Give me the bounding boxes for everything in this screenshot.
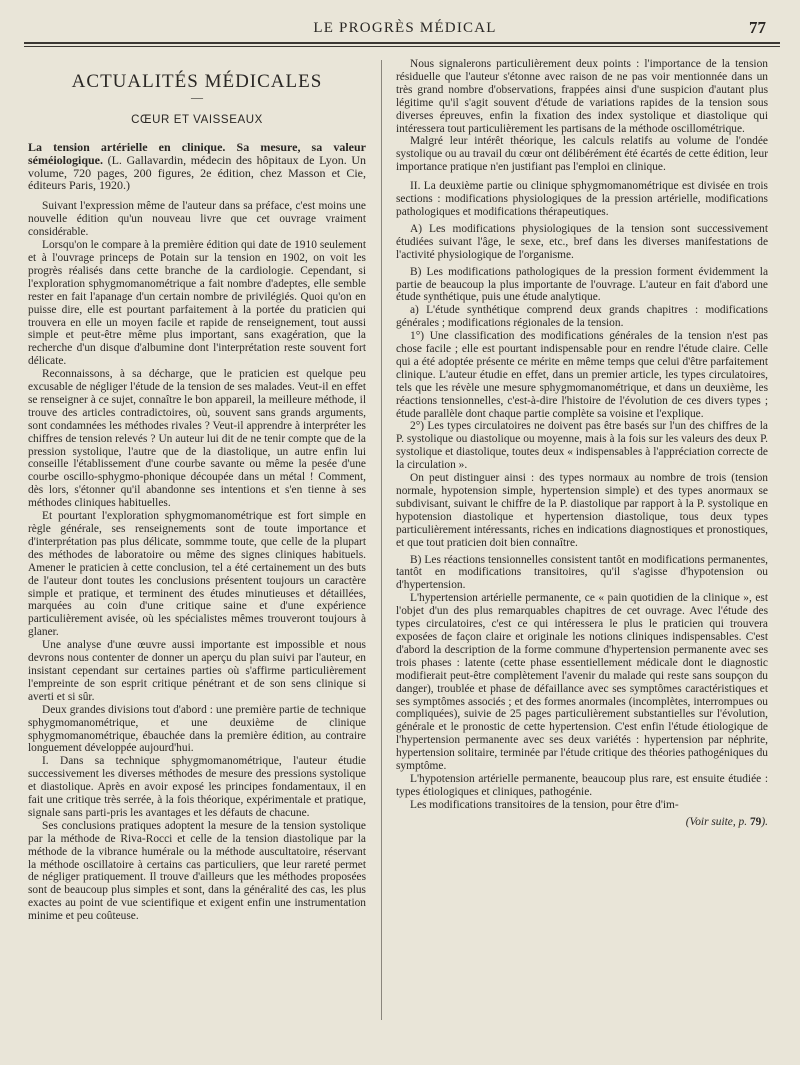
paragraph: Lorsqu'on le compare à la première édition qui date de 1910 seulement et à l'ouvrage princeps de Potain sur la tension en 1902, on voit les progrès réalisés dans cette branche de la cardiologie. Cependant, si l'exploration sphygmomanométrique a fait nombre d'adeptes, elle semble rester en fait l'apanage d'un certain nombre de privilégiés. Quoi qu'on en puisse dire, elle est pourtant parfaitement à la portée du praticien qui trouvera en elle un moyen facile et rapide de renseignement, tout aussi simple et peut-être même plus important, sans exagération, que la recherche d'un disque d'albumine dont l'interprétation reste souvent fort délicate. — [28, 239, 366, 368]
paragraph: Ses conclusions pratiques adoptent la mesure de la tension systolique par la méthode de Riva-Rocci et celle de la tension diastolique par la méthode de la vibrance humérale ou la méthode auscultatoire, réservant la méthode oscillatoire à certains cas particuliers, que leur rareté permet de négliger pratiquement. Il trouve d'ailleurs que les méthodes proposées sont de beaucoup plus simples et sont, dans la généralité des cas, les plus exactes au point de vue scientifique et exigent enfin une instrumentation minime et peu coûteuse. — [28, 819, 366, 923]
subsection-title: CŒUR ET VAISSEAUX — [131, 113, 263, 126]
paragraph: 1°) Une classification des modifications générales de la tension n'est pas chose facile ; elle est pourtant indispensable pour en rendre l'étude claire. Celle qui a été adoptée présente ce mérite en même temps que celui d'être parfaitement clinique. L'auteur étudie en effet, dans un premier article, les types circulatoires, tels que les révèle une mesure sphygmomanométrique, et dans un deuxième, les réactions tensionnelles, c'est-à-dire l'histoire de l'évolution de ces divers types ; étude parallèle dont chaque partie complète sa voisine et l'explique. — [396, 330, 768, 420]
paragraph: A) Les modifications physiologiques de la tension sont successivement étudiées suivant l'âge, le sexe, etc., bref dans les diverses manifestations de l'activité physiologique de l'organisme. — [396, 222, 768, 261]
paragraph: B) Les réactions tensionnelles consistent tantôt en modifications permanentes, tantôt en modifications transitoires, qu'il s'agisse d'hypotension ou d'hypertension. — [396, 553, 768, 592]
paragraph: L'hypertension artérielle permanente, ce « pain quotidien de la clinique », est l'objet d'un des plus remarquables chapitres de cet ouvrage. Avec l'étude des types circulatoires, c'est ce qui intéressera le plus le praticien qui trouvera exposées de façon claire et originale les notions cliniques indispensables. C'est d'abord la description de la forme commune d'hypertension permanente avec ses trois phases : latente (cette phase essentiellement médicale dont le diagnostic modifierait peut-être complètement l'avenir du malade qui reste sans soupçon du danger), troublée et phase de défaillance avec ses symptômes caractéristiques et ses symptômes associés ; et des formes anormales (incomplètes, interrompues ou compliquées), suivie de 25 pages particulièrement substantielles sur l'évolution, générale et le pronostic de cette hypertension. C'est enfin l'étude étiologique de l'hypertension permanente avec ses deux variétés : hypertension par néphrite, hypertension solitaire, terminée par l'étude critique des théories pathogéniques du symptôme. — [396, 592, 768, 773]
paragraph: I. Dans sa technique sphygmomanométrique, l'auteur étudie successivement les diverses méthodes de mesure des pressions systolique et diastolique. Après en avoir exposé les principes fondamentaux, il en fait une critique très serrée, à la fois théorique, expérimentale et pratique, signale sans parti-pris les avantages et les défauts de chacune. — [28, 755, 366, 819]
paragraph: 2°) Les types circulatoires ne doivent pas être basés sur l'un des chiffres de la P. systolique ou diastolique ou moyenne, mais à la fois sur les valeurs des deux P. systolique et diastolique, toutes deux « indispensables à l'appréciation correcte de la circulation ». — [396, 420, 768, 472]
continued-note — [396, 816, 768, 829]
paragraph: Reconnaissons, à sa décharge, que le praticien est quelque peu excusable de négliger l'étude de la tension de ses malades. Veut-il en effet se renseigner à ce sujet, connaître le bon appareil, la meilleure méthode, il trouve des articles contradictoires, où, souvent sans grands arguments, sont condamnées les méthodes rivales ? Veut-il apprendre à interpréter les chiffres de tension relevés ? Un auteur lui dit de ne tenir compte que de la pression systolique, l'autre que de la diastolique, un autre enfin lui conseille l'établissement d'une courbe savante ou même la pesée d'une courbe oscillo-sphygmo-phonique découpée dans un métal ! Comment, dès lors, s'étonner qu'il abandonne ses intentions et s'en tienne à ses méthodes cliniques habituelles. — [28, 368, 366, 510]
paragraph: Une analyse d'une œuvre aussi importante est impossible et nous devrons nous contenter de donner un aperçu du plan suivi par l'auteur, en insistant cependant sur certaines parties où s'affirme particulièrement l'empreinte de son esprit critique pénétrant et de son sens clinique si averti et si sûr. — [28, 639, 366, 703]
book-title: La tension artérielle en clinique. Sa mesure, sa valeur séméiologique. — [28, 139, 366, 167]
header-rule — [24, 42, 780, 44]
paragraph: L'hypotension artérielle permanente, beaucoup plus rare, est ensuite étudiée : types étiologiques et cliniques, pathogénie. — [396, 772, 768, 798]
header-rule-thin — [24, 46, 780, 47]
paragraph: Les modifications transitoires de la tension, pour être d'im- — [410, 798, 679, 811]
paragraph: Suivant l'expression même de l'auteur dans sa préface, c'est moins une nouvelle édition qu'un nouveau livre que cet ouvrage vraiment considérable. — [28, 200, 366, 239]
section-title: ACTUALITÉS MÉDICALES — [71, 71, 323, 92]
continued-page-link[interactable]: 79 — [749, 815, 762, 828]
book-reference — [28, 141, 366, 193]
journal-title: LE PROGRÈS MÉDICAL — [313, 20, 497, 36]
book-details: (L. Gallavardin, médecin des hôpitaux de Lyon. Un volume, 720 pages, 200 figures, 2e édition, chez Masson et Cie, éditeurs Paris, 1920.) — [28, 152, 366, 193]
paragraph: Et pourtant l'exploration sphygmomanométrique est fort simple en règle générale, ses renseignements sont de toute importance et d'interprétation pas plus délicate, sommme toute, que celle de la plupart des méthodes de laboratoire ou même des signes cliniques habituels. Amener le praticien à cette conclusion, tel a été certainement un des buts de l'auteur dont toutes les conclusions présentent toujours un caractère simple et pratique, et terminent des études minutieuses et détaillées, marquées au coin d'une critique saine et d'une expérience particulièrement avisée, où les spécialistes mêmes trouveront toujours à glaner. — [28, 510, 366, 639]
title-dash: — — [191, 89, 203, 104]
page-number: 77 — [749, 18, 766, 37]
paragraph: Nous signalerons particulièrement deux points : l'importance de la tension résiduelle que l'auteur s'étonne avec raison de ne pas voir mentionnée dans un très grand nombre d'observations, frappées ainsi d'une suspicion d'autant plus légitime qu'il s'agit souvent d'étude de variations rapides de la tension sous diverses épreuves, enfin la fixation des index systolique et diastolique qui intéressera tout particulièrement les partisans de la méthode oscillométrique. — [396, 58, 768, 135]
paragraph: a) L'étude synthétique comprend deux grands chapitres : modifications générales ; modifications régionales de la tension. — [396, 304, 768, 330]
continued-prefix: (Voir suite, p. — [685, 815, 750, 828]
column-divider — [381, 60, 382, 1020]
right-column — [396, 58, 768, 829]
paragraph: II. La deuxième partie ou clinique sphygmomanométrique est divisée en trois sections : modifications physiologiques de la pression artérielle, modifications pathologiques et modifications thérapeutiques. — [396, 180, 768, 218]
paragraph: On peut distinguer ainsi : des types normaux au nombre de trois (tension normale, hypotension simple, hypertension simple) et des types anormaux se subdivisant, suivant le chiffre de la P. diastolique par rapport à la P. systolique en hypotension diastolique et hypertension diastolique, tous deux types particulièrement intéressants, riches en indications diagnostiques et pronostiques, et que tout praticien doit bien connaître. — [396, 472, 768, 549]
left-column — [28, 58, 366, 923]
paragraph: Deux grandes divisions tout d'abord : une première partie de technique sphygmomanométrique, et une deuxième de clinique sphygmomanométrique, ébauchée dans la première édition, au contraire longuement développée aujourd'hui. — [28, 703, 366, 755]
paragraph: B) Les modifications pathologiques de la pression forment évidemment la partie de beaucoup la plus importante de l'ouvrage. L'auteur en fait d'abord une étude synthétique, puis une étude analytique. — [396, 265, 768, 304]
continued-suffix: ). — [761, 815, 768, 828]
paragraph: Malgré leur intérêt théorique, les calculs relatifs au volume de l'ondée systolique ou au travail du cœur ont délibérément été écartés de cette édition, leur importance pratique n'en justifiant pas l'emploi en clinique. — [396, 135, 768, 174]
